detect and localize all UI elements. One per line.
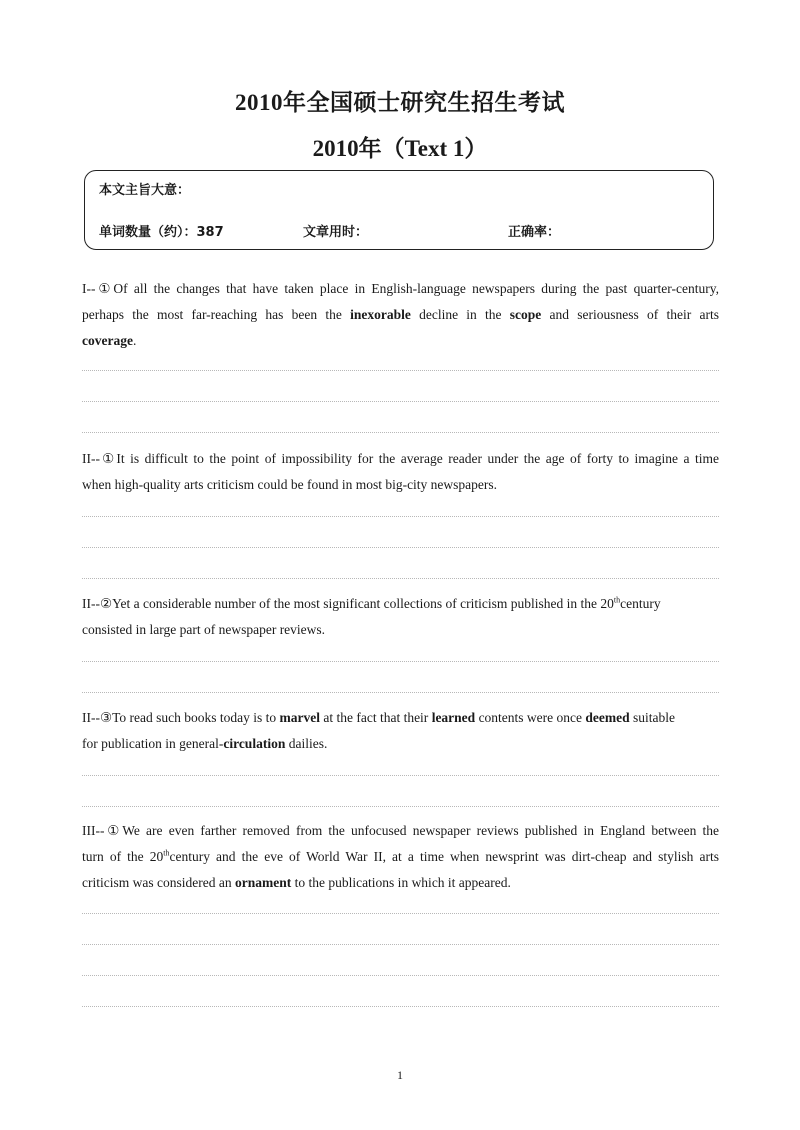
word-count-label: 单词数量（约）： [99,225,197,240]
answer-line [82,913,719,914]
paragraph-line: coverage. [82,333,137,348]
paragraph-1 [82,276,719,354]
accuracy-label: 正确率： [508,225,561,240]
word-count [99,221,224,240]
keyword-deemed: deemed [585,710,630,725]
answer-line [82,661,719,662]
answer-line [82,775,719,776]
paragraph-3 [82,591,719,643]
paragraph-line: consisted in large part of newspaper reviews. [82,622,326,637]
paragraph-4 [82,705,719,757]
keyword-coverage: coverage [82,333,133,348]
answer-line [82,1006,719,1007]
paragraph-line: II--③To read such books today is to marvel at the fact that their learned contents were once deemed suitable [82,710,676,725]
answer-line [82,944,719,945]
paragraph-line: for publication in general-circulation dailies. [82,736,328,751]
paragraph-2 [82,446,719,498]
exam-title: 2010年全国硕士研究生招生考试 [235,90,565,115]
answer-line [82,432,719,433]
answer-line [82,547,719,548]
answer-line [82,975,719,976]
answer-line [82,516,719,517]
answer-line [82,370,719,371]
keyword-circulation: circulation [223,736,286,751]
paragraph-line: I--①Of all the changes that have taken place in English-language newspapers during the past quarter-century, [82,281,719,296]
keyword-inexorable: inexorable [350,307,411,322]
answer-line [82,806,719,807]
page-number: 1 [397,1068,403,1082]
word-count-value: 387 [196,225,224,240]
answer-line [82,692,719,693]
info-box [84,170,714,250]
keyword-scope: scope [509,307,542,322]
paragraph-line: criticism was considered an ornament to the publications in which it appeared. [82,875,511,890]
keyword-marvel: marvel [279,710,320,725]
paragraph-line: turn of the 20thcentury and the eve of World War II, at a time when newsprint was dirt-cheap and stylish arts [82,848,719,864]
paragraph-line: III--①We are even farther removed from the unfocused newspaper reviews published in England between the [82,823,719,838]
paragraph-line: perhaps the most far-reaching has been the inexorable decline in the scope and seriousness of their arts [82,307,719,322]
answer-line [82,578,719,579]
keyword-learned: learned [431,710,476,725]
paragraph-5 [82,818,719,896]
text-subtitle: 2010年（Text 1） [312,136,488,161]
paragraph-line: II--①It is difficult to the point of impossibility for the average reader under the age of forty to imagine a time [82,451,719,466]
reading-time-label: 文章用时： [303,225,369,240]
summary-label: 本文主旨大意： [99,183,191,198]
keyword-ornament: ornament [234,875,292,890]
answer-line [82,401,719,402]
paragraph-line: II--②Yet a considerable number of the most significant collections of criticism published in the 20thcentury [82,595,661,611]
paragraph-line: when high-quality arts criticism could be found in most big-city newspapers. [82,477,498,492]
